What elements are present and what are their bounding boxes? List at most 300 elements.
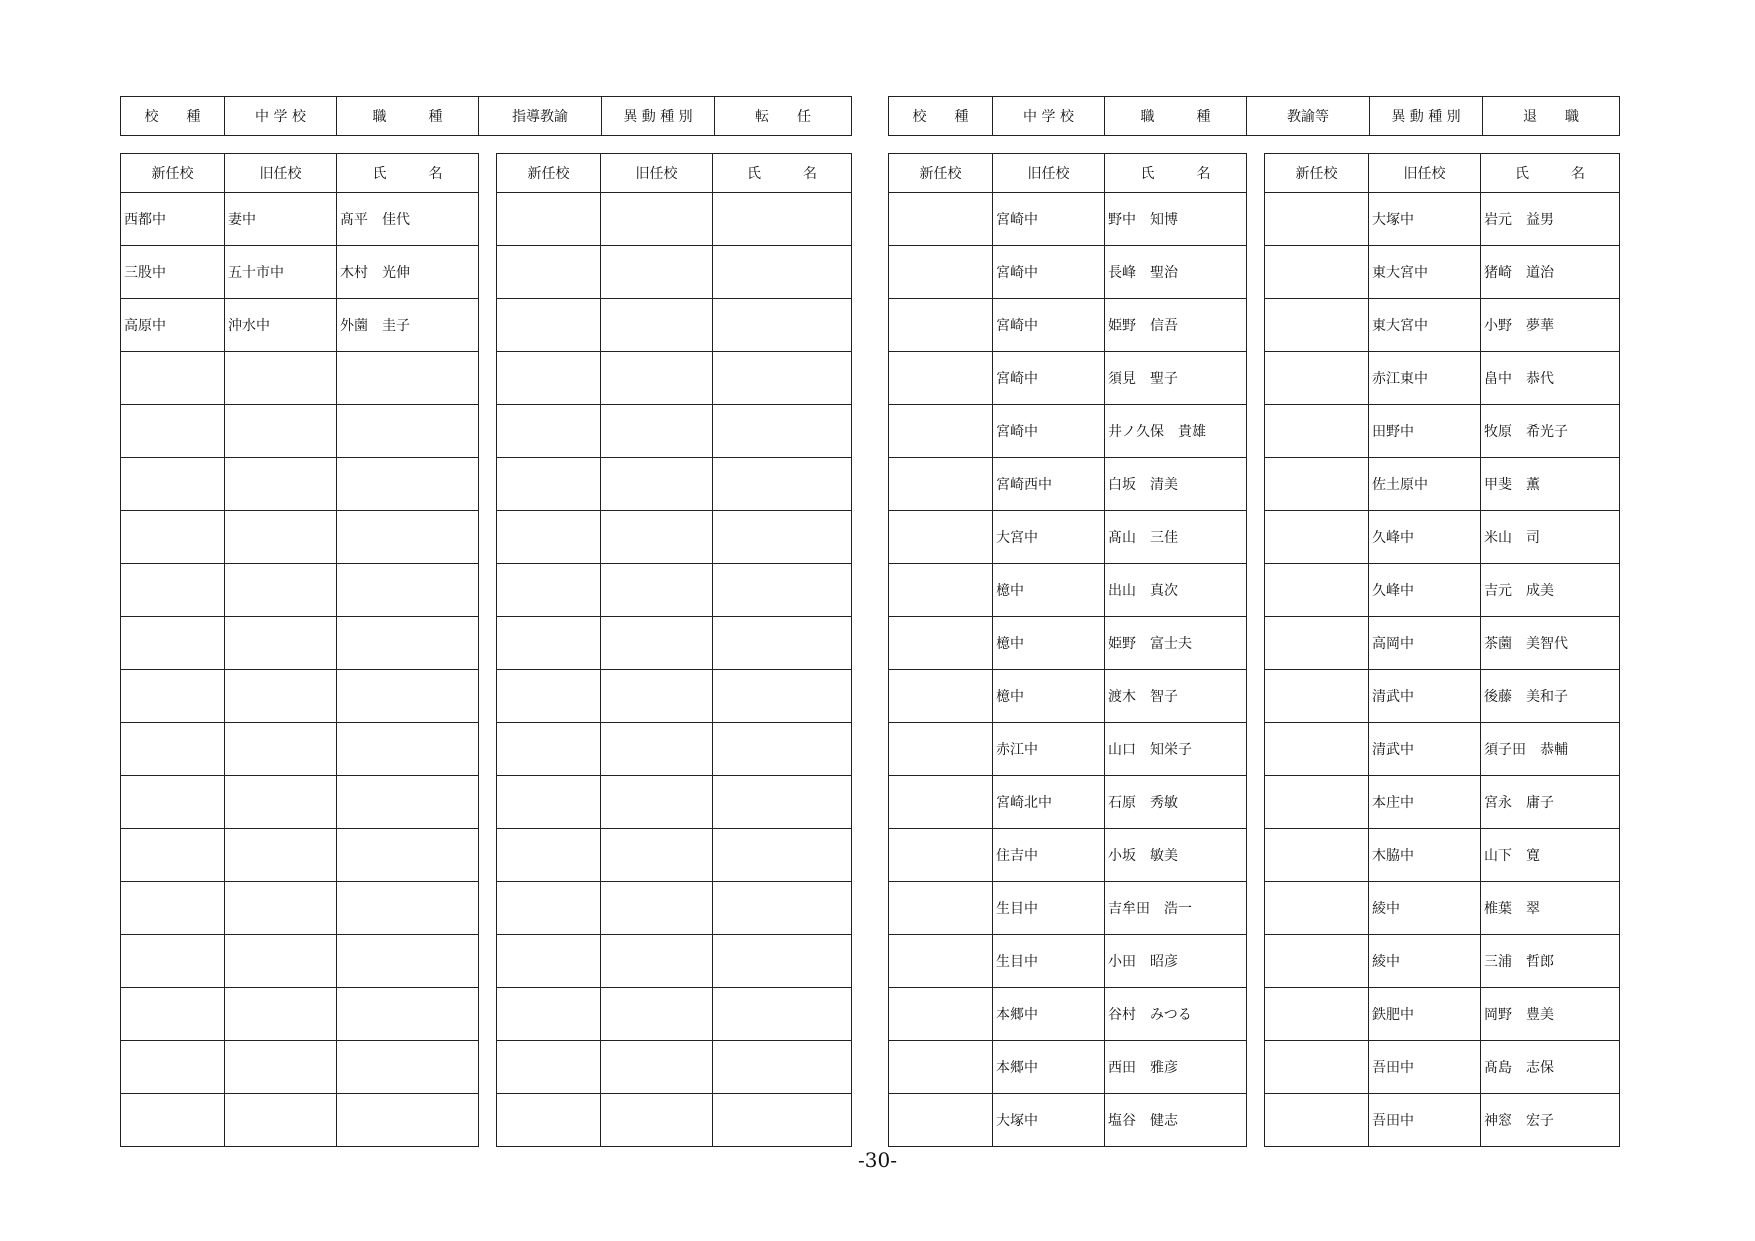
name-cell: 山下 寛 — [1481, 829, 1620, 882]
old-school-cell — [601, 511, 713, 564]
new-school-cell — [1265, 776, 1369, 829]
old-school-cell — [601, 988, 713, 1041]
table-row — [889, 352, 1247, 405]
name-cell: 塩谷 健志 — [1105, 1094, 1247, 1147]
new-school-cell — [1265, 670, 1369, 723]
old-school-cell: 久峰中 — [1369, 564, 1481, 617]
old-school-cell — [601, 617, 713, 670]
old-school-cell: 木脇中 — [1369, 829, 1481, 882]
left-header-row — [121, 97, 852, 136]
header-cell: 中 学 校 — [993, 97, 1105, 136]
new-school-cell — [497, 299, 601, 352]
name-cell: 茶薗 美智代 — [1481, 617, 1620, 670]
table-row — [1265, 564, 1620, 617]
name-cell — [337, 776, 479, 829]
old-school-cell — [225, 352, 337, 405]
new-school-cell — [121, 882, 225, 935]
table-row — [889, 617, 1247, 670]
name-cell — [713, 564, 852, 617]
right-header-strip — [888, 96, 1620, 136]
old-school-cell: 宮崎中 — [993, 352, 1105, 405]
old-school-cell — [225, 829, 337, 882]
table-row — [1265, 1041, 1620, 1094]
old-school-cell: 吾田中 — [1369, 1041, 1481, 1094]
table-row — [497, 829, 852, 882]
table-row — [889, 458, 1247, 511]
name-cell — [337, 935, 479, 988]
name-cell — [337, 670, 479, 723]
old-school-cell: 沖水中 — [225, 299, 337, 352]
table-row — [889, 935, 1247, 988]
table-row — [497, 988, 852, 1041]
table-row — [1265, 458, 1620, 511]
table-row — [889, 193, 1247, 246]
name-cell — [337, 458, 479, 511]
new-school-cell — [121, 458, 225, 511]
old-school-cell: 本郷中 — [993, 988, 1105, 1041]
name-cell — [713, 882, 852, 935]
name-cell: 岡野 豊美 — [1481, 988, 1620, 1041]
old-school-cell: 大塚中 — [1369, 193, 1481, 246]
table-row — [889, 564, 1247, 617]
name-cell: 姫野 富士夫 — [1105, 617, 1247, 670]
old-school-cell — [601, 829, 713, 882]
new-school-cell — [121, 723, 225, 776]
table-row — [121, 882, 479, 935]
new-school-cell — [121, 776, 225, 829]
new-school-cell — [497, 1041, 601, 1094]
new-school-cell — [497, 776, 601, 829]
name-cell — [713, 511, 852, 564]
name-cell — [337, 1094, 479, 1147]
name-cell: 吉牟田 浩一 — [1105, 882, 1247, 935]
name-cell: 山口 知栄子 — [1105, 723, 1247, 776]
header-cell: 中 学 校 — [225, 97, 337, 136]
name-cell — [337, 723, 479, 776]
table-row — [121, 299, 479, 352]
name-cell: 木村 光伸 — [337, 246, 479, 299]
name-cell: 畠中 恭代 — [1481, 352, 1620, 405]
new-school-cell — [889, 564, 993, 617]
old-school-cell — [225, 617, 337, 670]
new-school-cell — [889, 299, 993, 352]
column-header: 新任校 — [889, 154, 993, 193]
new-school-cell — [497, 564, 601, 617]
column-header: 氏 名 — [1481, 154, 1620, 193]
name-cell: 米山 司 — [1481, 511, 1620, 564]
table-row — [889, 299, 1247, 352]
name-cell — [713, 193, 852, 246]
panel-1 — [120, 153, 479, 1147]
table-row — [1265, 776, 1620, 829]
table-row — [121, 829, 479, 882]
column-header-row — [889, 154, 1247, 193]
column-header-row — [497, 154, 852, 193]
old-school-cell: 宮崎北中 — [993, 776, 1105, 829]
new-school-cell — [889, 246, 993, 299]
old-school-cell — [601, 299, 713, 352]
old-school-cell: 綾中 — [1369, 935, 1481, 988]
old-school-cell — [225, 1094, 337, 1147]
old-school-cell — [225, 1041, 337, 1094]
name-cell: 髙平 佳代 — [337, 193, 479, 246]
new-school-cell — [497, 1094, 601, 1147]
old-school-cell: 綾中 — [1369, 882, 1481, 935]
table-row — [497, 670, 852, 723]
new-school-cell — [121, 1041, 225, 1094]
table-row — [497, 776, 852, 829]
table-row — [1265, 670, 1620, 723]
old-school-cell — [225, 458, 337, 511]
name-cell: 姫野 信吾 — [1105, 299, 1247, 352]
name-cell: 出山 真次 — [1105, 564, 1247, 617]
new-school-cell — [121, 617, 225, 670]
old-school-cell — [225, 776, 337, 829]
table-row — [1265, 352, 1620, 405]
name-cell — [713, 405, 852, 458]
name-cell: 三浦 哲郎 — [1481, 935, 1620, 988]
table-row — [121, 246, 479, 299]
table-row — [121, 458, 479, 511]
name-cell — [337, 405, 479, 458]
name-cell — [337, 617, 479, 670]
name-cell — [337, 352, 479, 405]
new-school-cell — [889, 405, 993, 458]
name-cell: 野中 知博 — [1105, 193, 1247, 246]
new-school-cell — [889, 1094, 993, 1147]
table-row — [497, 1094, 852, 1147]
name-cell: 椎葉 翠 — [1481, 882, 1620, 935]
table-row — [889, 1041, 1247, 1094]
table-row — [497, 617, 852, 670]
table-row — [121, 193, 479, 246]
table-row — [121, 670, 479, 723]
new-school-cell: 三股中 — [121, 246, 225, 299]
table-row — [1265, 405, 1620, 458]
table-row — [497, 405, 852, 458]
old-school-cell — [601, 352, 713, 405]
table-row — [889, 511, 1247, 564]
table-row — [1265, 511, 1620, 564]
name-cell: 甲斐 薫 — [1481, 458, 1620, 511]
name-cell — [713, 299, 852, 352]
table-row — [889, 776, 1247, 829]
name-cell — [337, 829, 479, 882]
name-cell: 岩元 益男 — [1481, 193, 1620, 246]
old-school-cell: 本庄中 — [1369, 776, 1481, 829]
header-cell: 職 種 — [1105, 97, 1247, 136]
table-row — [1265, 723, 1620, 776]
name-cell: 小田 昭彦 — [1105, 935, 1247, 988]
header-cell: 校 種 — [889, 97, 993, 136]
old-school-cell — [601, 723, 713, 776]
name-cell: 白坂 清美 — [1105, 458, 1247, 511]
table-row — [889, 988, 1247, 1041]
new-school-cell — [889, 776, 993, 829]
new-school-cell — [889, 1041, 993, 1094]
old-school-cell: 妻中 — [225, 193, 337, 246]
name-cell — [337, 511, 479, 564]
new-school-cell — [121, 352, 225, 405]
table-row — [121, 564, 479, 617]
table-row — [497, 723, 852, 776]
old-school-cell — [601, 1041, 713, 1094]
name-cell — [713, 352, 852, 405]
old-school-cell — [601, 458, 713, 511]
new-school-cell — [497, 882, 601, 935]
old-school-cell — [225, 988, 337, 1041]
table-row — [889, 405, 1247, 458]
new-school-cell — [1265, 405, 1369, 458]
new-school-cell — [889, 352, 993, 405]
table-row — [889, 246, 1247, 299]
old-school-cell: 宮崎中 — [993, 405, 1105, 458]
name-cell — [713, 1094, 852, 1147]
old-school-cell: 五十市中 — [225, 246, 337, 299]
table-row — [121, 511, 479, 564]
name-cell — [337, 564, 479, 617]
table-row — [889, 1094, 1247, 1147]
old-school-cell — [225, 511, 337, 564]
table-row — [1265, 246, 1620, 299]
table-row — [497, 511, 852, 564]
name-cell — [713, 935, 852, 988]
new-school-cell — [497, 246, 601, 299]
old-school-cell — [601, 776, 713, 829]
table-row — [497, 246, 852, 299]
name-cell: 吉元 成美 — [1481, 564, 1620, 617]
old-school-cell: 鉄肥中 — [1369, 988, 1481, 1041]
name-cell: 西田 雅彦 — [1105, 1041, 1247, 1094]
table-row — [1265, 935, 1620, 988]
old-school-cell — [225, 670, 337, 723]
old-school-cell: 清武中 — [1369, 670, 1481, 723]
name-cell: 小野 夢華 — [1481, 299, 1620, 352]
new-school-cell — [121, 935, 225, 988]
table-row — [121, 352, 479, 405]
table-row — [1265, 988, 1620, 1041]
new-school-cell — [121, 511, 225, 564]
table-row — [121, 776, 479, 829]
new-school-cell — [1265, 1094, 1369, 1147]
name-cell: 猪崎 道治 — [1481, 246, 1620, 299]
header-cell: 教諭等 — [1247, 97, 1370, 136]
header-cell: 異 動 種 別 — [602, 97, 715, 136]
name-cell — [713, 246, 852, 299]
old-school-cell — [601, 882, 713, 935]
table-row — [497, 564, 852, 617]
new-school-cell — [1265, 564, 1369, 617]
name-cell — [713, 723, 852, 776]
name-cell: 宮永 庸子 — [1481, 776, 1620, 829]
old-school-cell: 宮崎西中 — [993, 458, 1105, 511]
panel-body — [1265, 154, 1620, 1147]
name-cell: 谷村 みつる — [1105, 988, 1247, 1041]
panel-body — [121, 154, 479, 1147]
table-row — [497, 193, 852, 246]
new-school-cell — [121, 670, 225, 723]
table-row — [1265, 829, 1620, 882]
new-school-cell — [497, 988, 601, 1041]
old-school-cell: 久峰中 — [1369, 511, 1481, 564]
column-header: 旧任校 — [1369, 154, 1481, 193]
old-school-cell: 高岡中 — [1369, 617, 1481, 670]
new-school-cell — [1265, 458, 1369, 511]
table-row — [121, 1094, 479, 1147]
old-school-cell: 大宮中 — [993, 511, 1105, 564]
header-cell: 校 種 — [121, 97, 225, 136]
table-row — [497, 352, 852, 405]
panel-2 — [496, 153, 852, 1147]
old-school-cell: 清武中 — [1369, 723, 1481, 776]
name-cell — [713, 1041, 852, 1094]
new-school-cell — [1265, 829, 1369, 882]
header-cell: 異 動 種 別 — [1370, 97, 1483, 136]
old-school-cell — [601, 1094, 713, 1147]
panel-3 — [888, 153, 1247, 1147]
new-school-cell — [1265, 511, 1369, 564]
old-school-cell: 生目中 — [993, 882, 1105, 935]
name-cell — [337, 988, 479, 1041]
column-header-row — [121, 154, 479, 193]
old-school-cell — [601, 246, 713, 299]
new-school-cell — [121, 829, 225, 882]
name-cell: 井ノ久保 貴雄 — [1105, 405, 1247, 458]
new-school-cell — [497, 193, 601, 246]
table-row — [121, 988, 479, 1041]
table-row — [1265, 1094, 1620, 1147]
old-school-cell — [225, 564, 337, 617]
old-school-cell — [225, 882, 337, 935]
name-cell — [337, 882, 479, 935]
new-school-cell — [121, 405, 225, 458]
old-school-cell: 住吉中 — [993, 829, 1105, 882]
panel-body — [889, 154, 1247, 1147]
new-school-cell — [497, 352, 601, 405]
new-school-cell — [889, 829, 993, 882]
old-school-cell — [601, 405, 713, 458]
name-cell: 須子田 恭輔 — [1481, 723, 1620, 776]
new-school-cell — [889, 670, 993, 723]
name-cell — [713, 458, 852, 511]
old-school-cell — [601, 564, 713, 617]
new-school-cell — [497, 458, 601, 511]
old-school-cell — [225, 405, 337, 458]
old-school-cell — [225, 723, 337, 776]
new-school-cell — [889, 617, 993, 670]
table-row — [889, 723, 1247, 776]
old-school-cell: 宮崎中 — [993, 299, 1105, 352]
panel-body — [497, 154, 852, 1147]
table-row — [889, 670, 1247, 723]
right-header-row — [889, 97, 1620, 136]
new-school-cell — [497, 723, 601, 776]
name-cell — [713, 617, 852, 670]
new-school-cell — [497, 511, 601, 564]
new-school-cell — [1265, 882, 1369, 935]
header-cell: 職 種 — [337, 97, 479, 136]
new-school-cell — [889, 882, 993, 935]
table-row — [1265, 617, 1620, 670]
new-school-cell — [497, 670, 601, 723]
header-cell: 指導教諭 — [479, 97, 602, 136]
new-school-cell — [1265, 935, 1369, 988]
old-school-cell — [601, 193, 713, 246]
old-school-cell: 檍中 — [993, 564, 1105, 617]
table-row — [497, 882, 852, 935]
old-school-cell: 檍中 — [993, 670, 1105, 723]
table-row — [497, 1041, 852, 1094]
header-cell: 退 職 — [1483, 97, 1620, 136]
column-header: 旧任校 — [601, 154, 713, 193]
old-school-cell: 赤江中 — [993, 723, 1105, 776]
table-row — [1265, 299, 1620, 352]
table-row — [1265, 193, 1620, 246]
name-cell: 髙島 志保 — [1481, 1041, 1620, 1094]
column-header: 新任校 — [497, 154, 601, 193]
new-school-cell — [121, 564, 225, 617]
page-number: -30- — [858, 1148, 897, 1172]
new-school-cell — [121, 988, 225, 1041]
old-school-cell: 佐土原中 — [1369, 458, 1481, 511]
column-header: 旧任校 — [993, 154, 1105, 193]
old-school-cell: 檍中 — [993, 617, 1105, 670]
name-cell — [713, 776, 852, 829]
table-row — [497, 458, 852, 511]
old-school-cell: 宮崎中 — [993, 193, 1105, 246]
panel-4 — [1264, 153, 1620, 1147]
name-cell: 後藤 美和子 — [1481, 670, 1620, 723]
name-cell: 牧原 希光子 — [1481, 405, 1620, 458]
name-cell: 須見 聖子 — [1105, 352, 1247, 405]
table-row — [121, 935, 479, 988]
new-school-cell — [889, 988, 993, 1041]
old-school-cell: 田野中 — [1369, 405, 1481, 458]
column-header-row — [1265, 154, 1620, 193]
header-cell: 転 任 — [715, 97, 852, 136]
new-school-cell — [497, 829, 601, 882]
new-school-cell — [889, 723, 993, 776]
new-school-cell — [497, 405, 601, 458]
old-school-cell: 東大宮中 — [1369, 246, 1481, 299]
new-school-cell — [889, 935, 993, 988]
name-cell — [713, 988, 852, 1041]
table-row — [121, 1041, 479, 1094]
new-school-cell — [1265, 193, 1369, 246]
column-header: 氏 名 — [713, 154, 852, 193]
old-school-cell: 生目中 — [993, 935, 1105, 988]
name-cell — [337, 1041, 479, 1094]
old-school-cell: 吾田中 — [1369, 1094, 1481, 1147]
table-row — [497, 299, 852, 352]
new-school-cell: 高原中 — [121, 299, 225, 352]
table-row — [889, 829, 1247, 882]
new-school-cell: 西都中 — [121, 193, 225, 246]
old-school-cell: 本郷中 — [993, 1041, 1105, 1094]
old-school-cell: 宮崎中 — [993, 246, 1105, 299]
name-cell: 外薗 圭子 — [337, 299, 479, 352]
name-cell: 石原 秀敏 — [1105, 776, 1247, 829]
column-header: 新任校 — [1265, 154, 1369, 193]
name-cell: 渡木 智子 — [1105, 670, 1247, 723]
old-school-cell: 赤江東中 — [1369, 352, 1481, 405]
name-cell — [713, 829, 852, 882]
new-school-cell — [121, 1094, 225, 1147]
name-cell: 小坂 敏美 — [1105, 829, 1247, 882]
new-school-cell — [1265, 988, 1369, 1041]
table-row — [497, 935, 852, 988]
new-school-cell — [497, 617, 601, 670]
